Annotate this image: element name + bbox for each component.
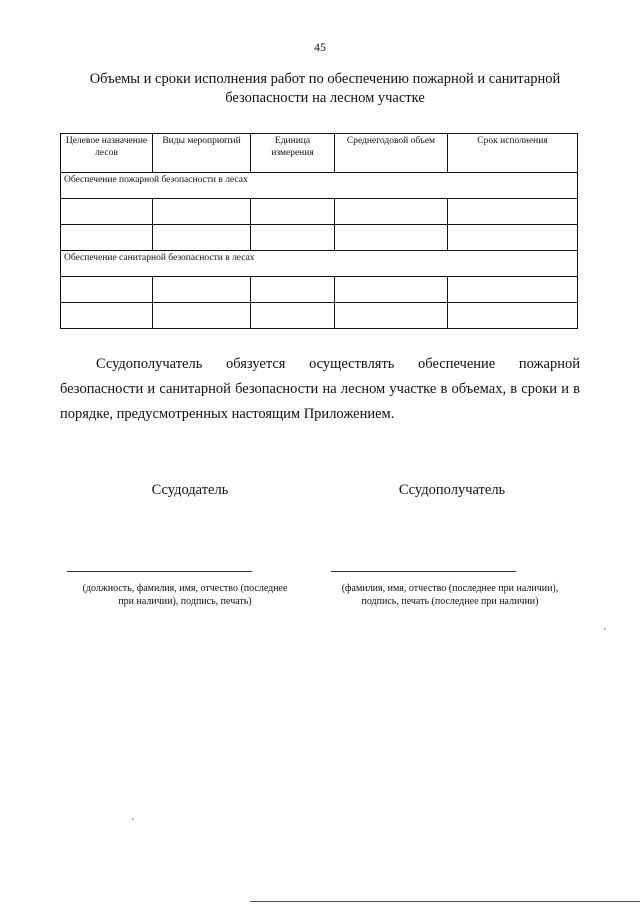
- signature-note-lender: (должность, фамилия, имя, отчество (последнее при наличии), подпись, печать): [82, 583, 288, 607]
- table-cell: [61, 199, 153, 225]
- table-row: [61, 277, 578, 303]
- works-table: [60, 133, 578, 329]
- header-deadline: Срок исполнения: [448, 134, 578, 173]
- signature-line-lender: [67, 571, 252, 572]
- table-cell: [61, 277, 153, 303]
- scan-speck: [132, 818, 134, 820]
- scan-speck: [604, 628, 606, 630]
- table-cell: [251, 303, 335, 329]
- table-row: [61, 225, 578, 251]
- scan-edge-line: [250, 901, 640, 902]
- table-cell: [448, 225, 578, 251]
- table-cell: [448, 277, 578, 303]
- section-sanitary-safety: Обеспечение санитарной безопасности в лесах: [61, 251, 578, 277]
- table-row: [61, 303, 578, 329]
- table-cell: [61, 225, 153, 251]
- table-row: [61, 199, 578, 225]
- obligation-paragraph: Ссудополучатель обязуется осуществлять обеспечение пожарной безопасности и санитарной безопасности на лесном участке в объемах, в сроки и в порядке, предусмотренных настоящим Приложением.: [60, 356, 580, 422]
- table-cell: [335, 225, 448, 251]
- section-fire-safety: Обеспечение пожарной безопасности в лесах: [61, 173, 578, 199]
- header-annual-volume: Среднегодовой объем: [335, 134, 448, 173]
- table-cell: [335, 277, 448, 303]
- table-cell: [251, 199, 335, 225]
- signature-line-borrower: [331, 571, 516, 572]
- table-cell: [335, 303, 448, 329]
- table-cell: [448, 199, 578, 225]
- table-cell: [153, 303, 251, 329]
- table-cell: [61, 303, 153, 329]
- table-header-row: [61, 134, 578, 173]
- table-section-row: [61, 173, 578, 199]
- table-section-row: [61, 251, 578, 277]
- header-activity-types: Виды мероприятий: [153, 134, 251, 173]
- page-number: 45: [314, 40, 326, 54]
- header-unit: Единица измерения: [251, 134, 335, 173]
- party-borrower: Ссудополучатель: [398, 482, 506, 498]
- table-cell: [335, 199, 448, 225]
- party-lender: Ссудодатель: [151, 482, 229, 498]
- header-target-purpose: Целевое назначение лесов: [61, 134, 153, 173]
- table-cell: [251, 277, 335, 303]
- table-cell: [153, 199, 251, 225]
- document-title: Объемы и сроки исполнения работ по обеспечению пожарной и санитарной безопасности на лесном участке: [89, 71, 561, 106]
- table-cell: [251, 225, 335, 251]
- table-cell: [448, 303, 578, 329]
- table-cell: [153, 225, 251, 251]
- signature-note-borrower: (фамилия, имя, отчество (последнее при наличии), подпись, печать (последнее при наличии): [341, 583, 559, 607]
- table-cell: [153, 277, 251, 303]
